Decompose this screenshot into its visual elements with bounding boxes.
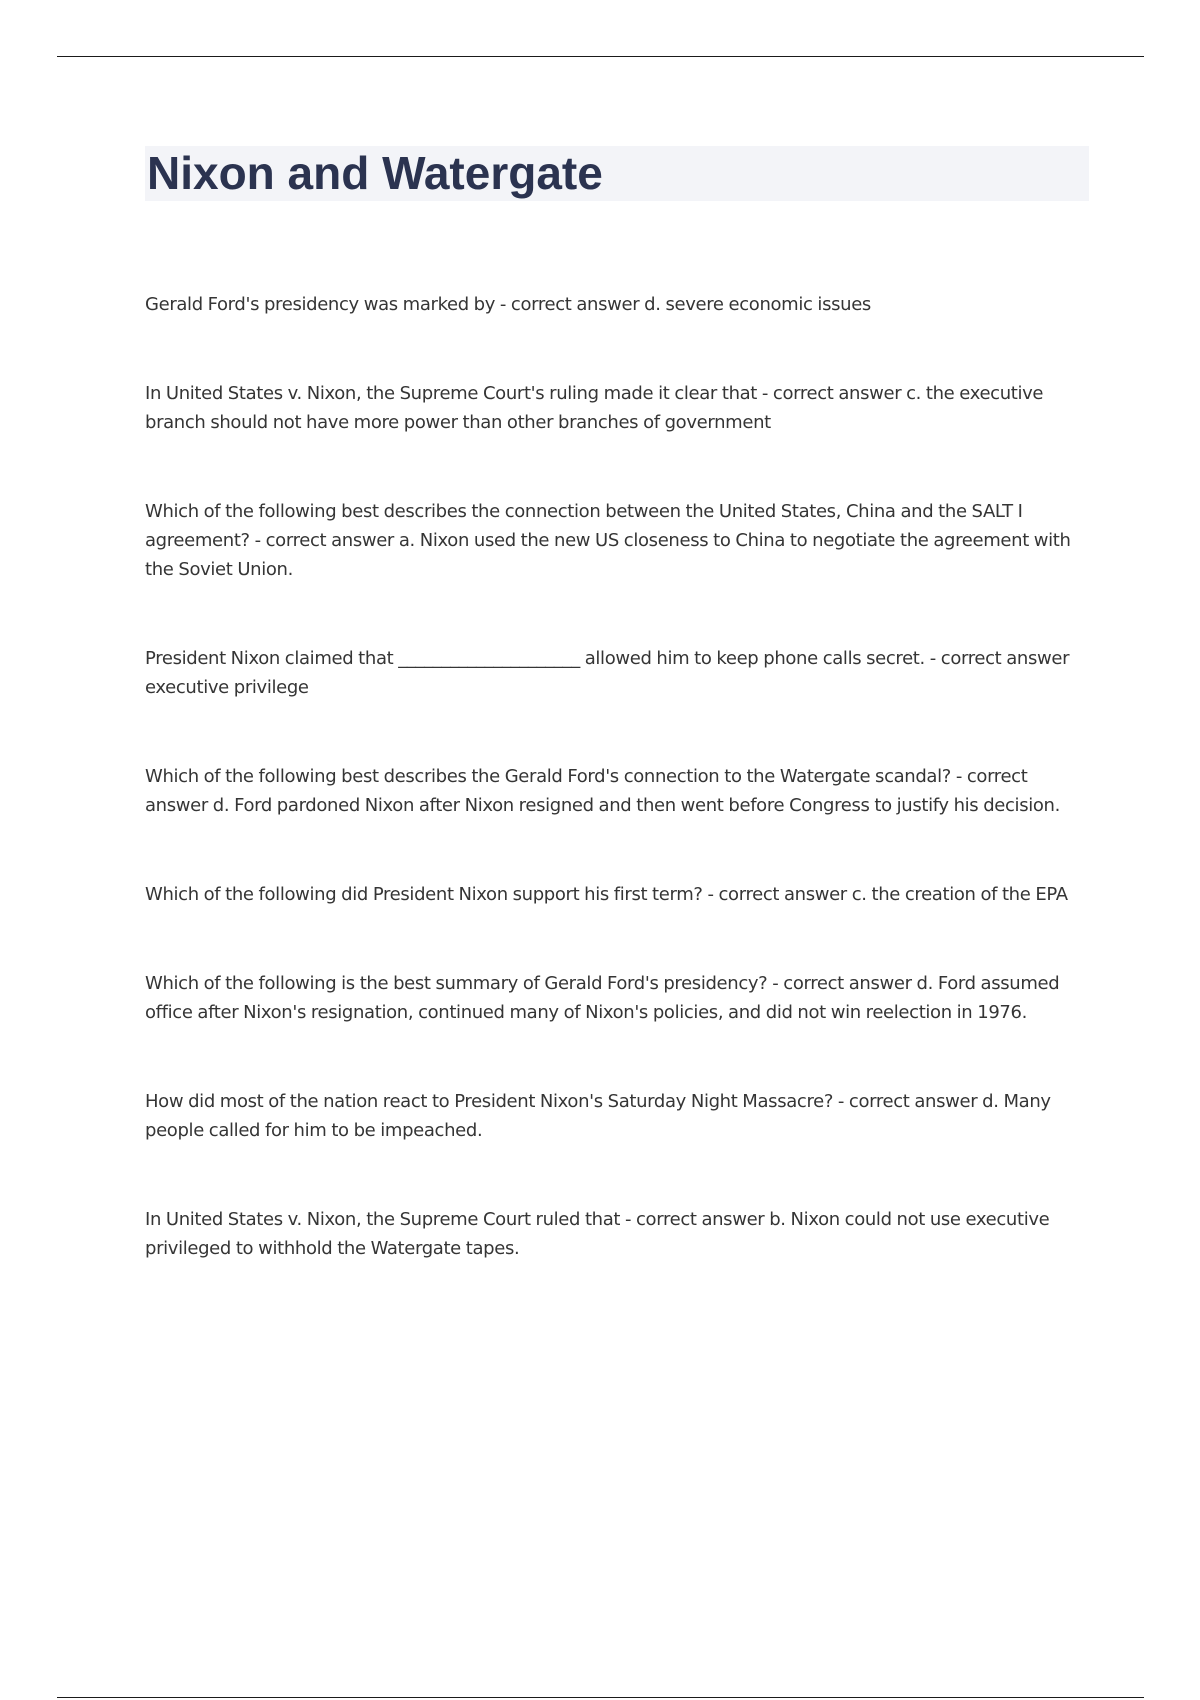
bottom-rule — [57, 1697, 1144, 1698]
qa-item: Which of the following did President Nixon support his first term? - correct answer c. the creation of the EPA — [145, 884, 1068, 905]
qa-item: Which of the following best describes the connection between the United States, China and the SALT I agreement? - correct answer a. Nixon used the new US closeness to China to negotiate the agreement with the Soviet Union. — [145, 501, 1071, 580]
qa-item: In United States v. Nixon, the Supreme Court ruled that - correct answer b. Nixon could not use executive privileged to withhold the Watergate tapes. — [145, 1209, 1050, 1259]
top-rule — [57, 56, 1144, 57]
qa-item: Which of the following is the best summary of Gerald Ford's presidency? - correct answer d. Ford assumed office after Nixon's resignation, continued many of Nixon's policies, and did not win reelection in 1976. — [145, 973, 1060, 1023]
qa-item: In United States v. Nixon, the Supreme Court's ruling made it clear that - correct answer c. the executive branch should not have more power than other branches of government — [145, 383, 1044, 433]
qa-item: Gerald Ford's presidency was marked by - correct answer d. severe economic issues — [145, 294, 871, 315]
title-band — [145, 146, 1089, 201]
qa-list — [145, 290, 1090, 1263]
qa-item: Which of the following best describes the Gerald Ford's connection to the Watergate scandal? - correct answer d. Ford pardoned Nixon after Nixon resigned and then went before Congress to justify his decision. — [145, 766, 1060, 816]
qa-item: How did most of the nation react to President Nixon's Saturday Night Massacre? - correct answer d. Many people called for him to be impeached. — [145, 1091, 1051, 1141]
document-title: Nixon and Watergate — [147, 147, 603, 199]
qa-item: President Nixon claimed that _____________________ allowed him to keep phone calls secret. - correct answer executive privilege — [145, 648, 1070, 698]
